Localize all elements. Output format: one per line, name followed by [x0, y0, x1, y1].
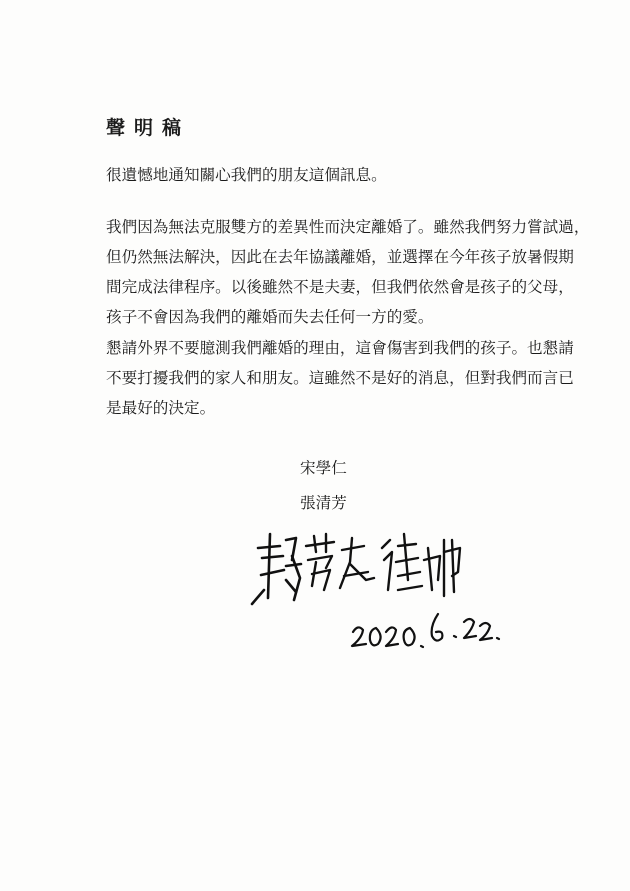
paragraph-line: 孩子不會因為我們的離婚而失去任何一方的愛。 — [106, 308, 434, 326]
paragraph-line: 是最好的決定。 — [106, 399, 216, 417]
paragraph-line: 間完成法律程序。以後雖然不是夫妻，但我們依然會是孩子的父母， — [106, 278, 574, 296]
paragraph-1 — [106, 160, 526, 190]
paragraph-line: 但仍然無法解決，因此在去年協議離婚，並選擇在今年孩子放暑假期 — [106, 248, 574, 266]
signatory-name: 宋學仁 — [300, 459, 347, 477]
signature-date — [352, 614, 499, 647]
paragraph-3 — [106, 333, 574, 423]
signature-stroke — [382, 534, 422, 590]
paragraph-line: 不要打擾我們的家人和朋友。這雖然不是好的消息，但對我們而言已 — [106, 369, 574, 387]
signature-stroke — [424, 540, 460, 596]
paragraph-line: 懇請外界不要臆測我們離婚的理由，這會傷害到我們的孩子。也懇請 — [106, 339, 574, 357]
paragraph-line: 很遺憾地通知關心我們的朋友這個訊息。 — [106, 166, 387, 184]
signature-stroke — [340, 538, 374, 588]
signature-stroke — [252, 534, 301, 604]
signature-stroke — [306, 534, 334, 590]
document-title: 聲明稿 — [106, 117, 191, 139]
signatory-name: 張清芳 — [300, 494, 347, 512]
paragraph-line: 我們因為無法克服雙方的差異性而決定離婚了。雖然我們努力嘗試過， — [106, 218, 590, 236]
paragraph-2 — [106, 212, 590, 332]
